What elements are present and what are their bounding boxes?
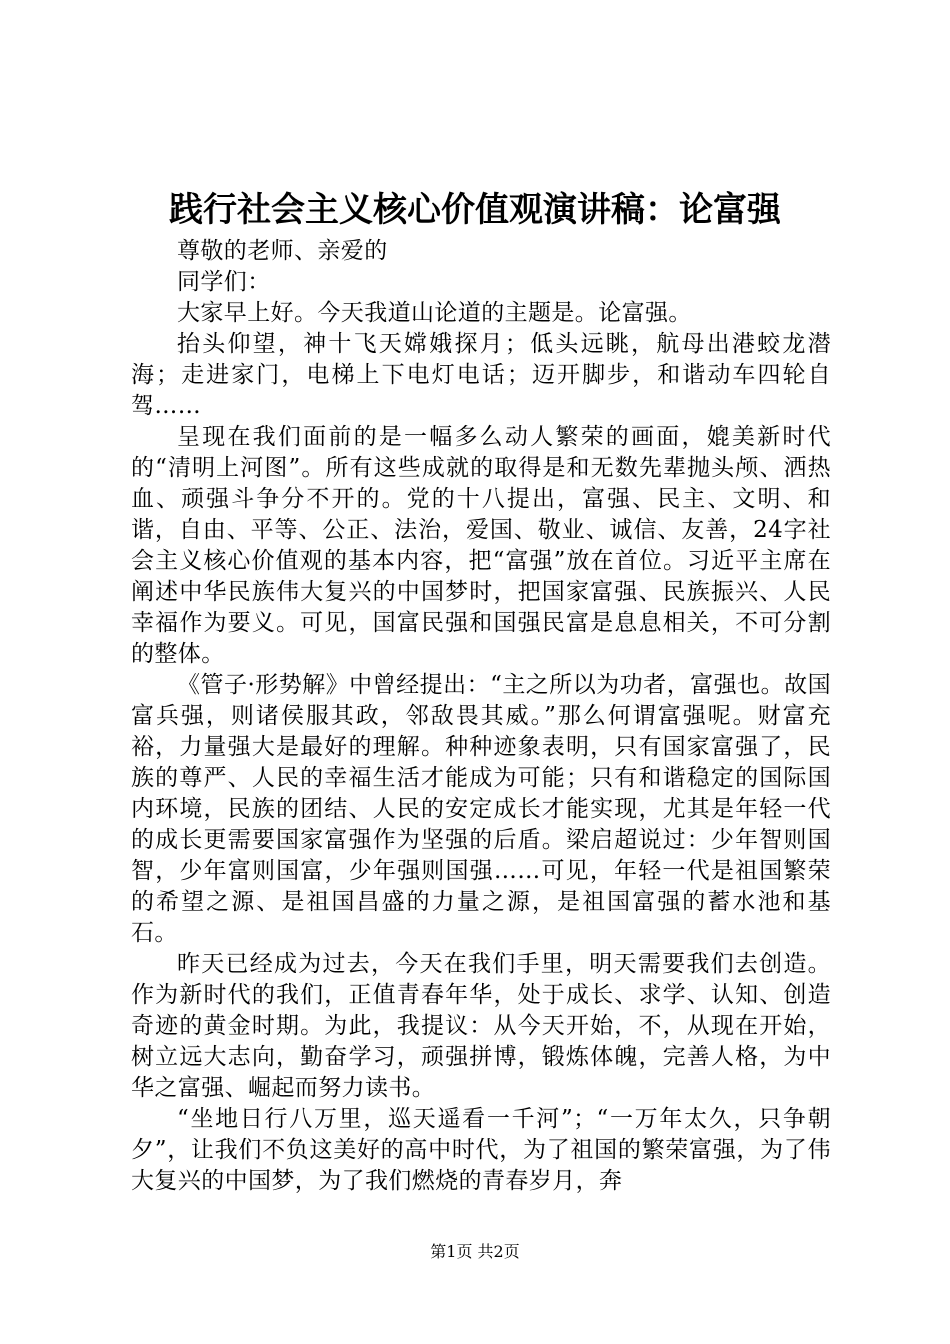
paragraph-core-values: 呈现在我们面前的是一幅多么动人繁荣的画面，媲美新时代的“清明上河图”。所有这些成就的取得是和无数先辈抛头颅、洒热血、顽强斗争分不开的。党的十八提出，富强、民主、文明、和谐，自由、平等、公正、法治，爱国、敬业、诚信、友善，24字社会主义核心价值观的基本内容，把“富强”放在首位。习近平主席在阐述中华民族伟大复兴的中国梦时，把国家富强、民族振兴、人民幸福作为要义。可见，国富民强和国强民富是息息相关，不可分割的整体。: [131, 424, 831, 667]
paragraph-proposal: 昨天已经成为过去，今天在我们手里，明天需要我们去创造。作为新时代的我们，正值青春年华，处于成长、求学、认知、创造奇迹的黄金时期。为此，我提议：从今天开始，不，从现在开始，树立远大志向，勤奋学习，顽强拼博，锻炼体魄，完善人格，为中华之富强、崛起而努力读书。: [131, 951, 831, 1101]
page-title: 践行社会主义核心价值观演讲稿：论富强: [169, 190, 781, 230]
document-body: [131, 236, 831, 1197]
paragraph-guanzi-quote: 《管子·形势解》中曾经提出：“主之所以为功者，富强也。故国富兵强，则诸侯服其政，邻敌畏其威。”那么何谓富强呢。财富充裕，力量强大是最好的理解。种种迹象表明，只有国家富强了，民族的尊严、人民的幸福生活才能成为可能；只有和谐稳定的国际国内环境，民族的团结、人民的安定成长才能实现，尤其是年轻一代的成长更需要国家富强作为坚强的后盾。梁启超说过：少年智则国智，少年富则国富，少年强则国强……可见，年轻一代是祖国繁荣的希望之源、是祖国昌盛的力量之源，是祖国富强的蓄水池和基石。: [131, 672, 831, 946]
page-number-footer: 第1页 共2页: [430, 1242, 520, 1261]
paragraph-greeting: 大家早上好。今天我道山论道的主题是。论富强。: [177, 300, 692, 326]
paragraph-salutation-1: 尊敬的老师、亲爱的: [177, 238, 388, 264]
paragraph-achievements: 抬头仰望，神十飞天嫦娥探月；低头远眺，航母出港蛟龙潜海；走进家门，电梯上下电灯电话；迈开脚步，和谐动车四轮自驾……: [131, 331, 831, 419]
paragraph-salutation-2: 同学们：: [177, 269, 271, 295]
paragraph-closing: “坐地日行八万里，巡天遥看一千河”；“一万年太久，只争朝夕”，让我们不负这美好的高中时代，为了祖国的繁荣富强，为了伟大复兴的中国梦，为了我们燃烧的青春岁月，奔: [131, 1106, 831, 1194]
